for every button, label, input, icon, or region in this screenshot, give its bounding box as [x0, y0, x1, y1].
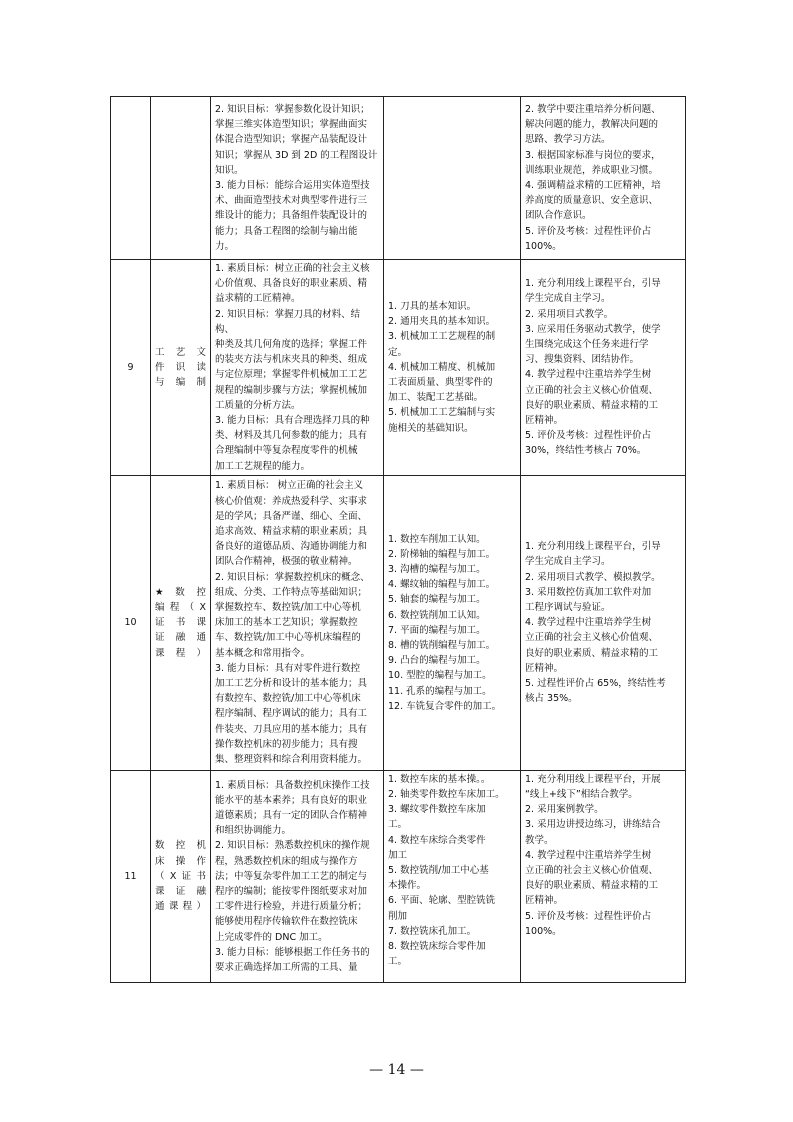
course-name [151, 97, 211, 260]
course-content: 1. 数控车床的基本操。。 2. 轴类零件数控车床加工。 3. 螺纹零件数控车床加 工。 4. 数控车床综合类零件 加工 5. 数控铣削/加工中心基 本操作。 6. 平面、轮廓、型腔铣铣 削加 7. 数控铣床孔加工。 8. 数控铣床综合零件加 工。 [384, 770, 521, 982]
course-name: 数控机 床操作 （X证书 课证融 通课程） [151, 770, 211, 982]
teaching-requirements: 1. 充分利用线上课程平台，引导 学生完成自主学习。 2. 采用项目式教学。 3. 应采用任务驱动式教学，使学 生围绕完成这个任务来进行学 习、搜集资料、团结协作。 4. 教学过程中注重培养学生树 立正确的社会主义核心价值观、 良好的职业素质、精益求精的工 匠精神。 5. 评价及考核：过程性评价占 30%，终结性考核占 70%。 [521, 260, 686, 476]
course-name: ★数控 编程（X 证书课 证融通 课程） [151, 475, 211, 770]
teaching-requirements: 1. 充分利用线上课程平台，开展 “线上+线下”相结合教学。 2. 采用案例教学。 3. 采用边讲授边练习，讲练结合 教学。 4. 教学过程中注重培养学生树 立正确的社会主义核心价值观、 良好的职业素质、精益求精的工 匠精神。 5. 评价及考核：过程性评价占 100%。 [521, 770, 686, 982]
course-name: 工艺文 件识读 与编制 [151, 260, 211, 476]
table-row [111, 475, 686, 770]
table-row [111, 97, 686, 260]
course-goals: 1. 素质目标：树立正确的社会主义核 心价值观、具备良好的职业素质、精 益求精的工匠精神。 2. 知识目标：掌握刀具的材料、结构、 种类及其几何角度的选择；掌握工件 的装夹方法与机床夹具的种类、组成 与定位原理；掌握零件机械加工工艺 规程的编制步骤与方法；掌握机械加 工质量的分析方法。 3. 能力目标：具有合理选择刀具的种 类、材料及其几何参数的能力；具有 合理编制中等复杂程度零件的机械 加工工艺规程的能力。 [211, 260, 384, 476]
page-number: — 14 — [369, 1062, 424, 1078]
row-number [111, 97, 151, 260]
curriculum-table [110, 96, 686, 983]
course-goals: 1. 素质目标： 树立正确的社会主义 核心价值观：养成热爱科学、实事求 是的学风；具备严谨、细心、全面、 追求高效、精益求精的职业素质；具 备良好的道德品质、沟通协调能力和 团队合作精神，极强的敬业精神。 2. 知识目标：掌握数控机床的概念、 组成、分类、工作特点等基础知识； 掌握数控车、数控铣/加工中心等机 床加工的基本工艺知识；掌握数控 车、数控铣/加工中心等机床编程的 基本概念和常用指令。 3. 能力目标：具有对零件进行数控 加工工艺分析和设计的基本能力；具 有数控车、数控铣/加工中心等机床 程序编制、程序调试的能力；具有工 件装夹、刀具应用的基本能力；具有 操作数控机床的初步能力；具有搜 集、整理资料和综合利用资料能力。 [211, 475, 384, 770]
row-number: 11 [111, 770, 151, 982]
table-row [111, 260, 686, 476]
row-number: 10 [111, 475, 151, 770]
course-goals: 2. 知识目标：掌握参数化设计知识； 掌握三维实体造型知识；掌握曲面实 体混合造型知识；掌握产品装配设计 知识；掌握从 3D 到 2D 的工程图设计 知识。 3. 能力目标：能综合运用实体造型技 术、曲面造型技术对典型零件进行三 维设计的能力；具备组件装配设计的 能力；具备工程图的绘制与输出能 力。 [211, 97, 384, 260]
course-goals: 1. 素质目标：具备数控机床操作工技 能水平的基本素养；具有良好的职业 道德素质；具有一定的团队合作精神 和组织协调能力。 2. 知识目标：熟悉数控机床的操作规 程，熟悉数控机床的组成与操作方 法；中等复杂零件加工工艺的制定与 程序的编制；能按零件图纸要求对加 工零件进行检验，并进行质量分析； 能够使用程序传输软件在数控铣床 上完成零件的 DNC 加工。 3. 能力目标：能够根据工作任务书的 要求正确选择加工所需的工具、量 [211, 770, 384, 982]
teaching-requirements: 2. 教学中要注重培养分析问题、 解决问题的能力，教解决问题的 思路、教学习方法。 3. 根据国家标准与岗位的要求， 训练职业规范，养成职业习惯。 4. 强调精益求精的工匠精神，培 养高度的质量意识、安全意识、 团队合作意识。 5. 评价及考核：过程性评价占 100%。 [521, 97, 686, 260]
course-content: 1. 刀具的基本知识。 2. 通用夹具的基本知识。 3. 机械加工工艺规程的制 定。 4. 机械加工精度、机械加 工表面质量、典型零件的 加工、装配工艺基础。 5. 机械加工工艺编制与实 施相关的基础知识。 [384, 260, 521, 476]
course-content: 1. 数控车削加工认知。 2. 阶梯轴的编程与加工。 3. 沟槽的编程与加工。 4. 螺纹轴的编程与加工。 5. 轴套的编程与加工。 6. 数控铣削加工认知。 7. 平面的编程与加工。 8. 槽的铣削编程与加工。 9. 凸台的编程与加工。 10. 型腔的编程与加工。 11. 孔系的编程与加工。 12. 车铣复合零件的加工。 [384, 475, 521, 770]
row-number: 9 [111, 260, 151, 476]
table-row [111, 770, 686, 982]
teaching-requirements: 1. 充分利用线上课程平台，引导 学生完成自主学习。 2. 采用项目式教学、模拟教学。 3. 采用数控仿真加工软件对加 工程序调试与验证。 4. 教学过程中注重培养学生树 立正确的社会主义核心价值观、 良好的职业素质、精益求精的工 匠精神。 5. 过程性评价占 65%，终结性考 核占 35%。 [521, 475, 686, 770]
course-content [384, 97, 521, 260]
